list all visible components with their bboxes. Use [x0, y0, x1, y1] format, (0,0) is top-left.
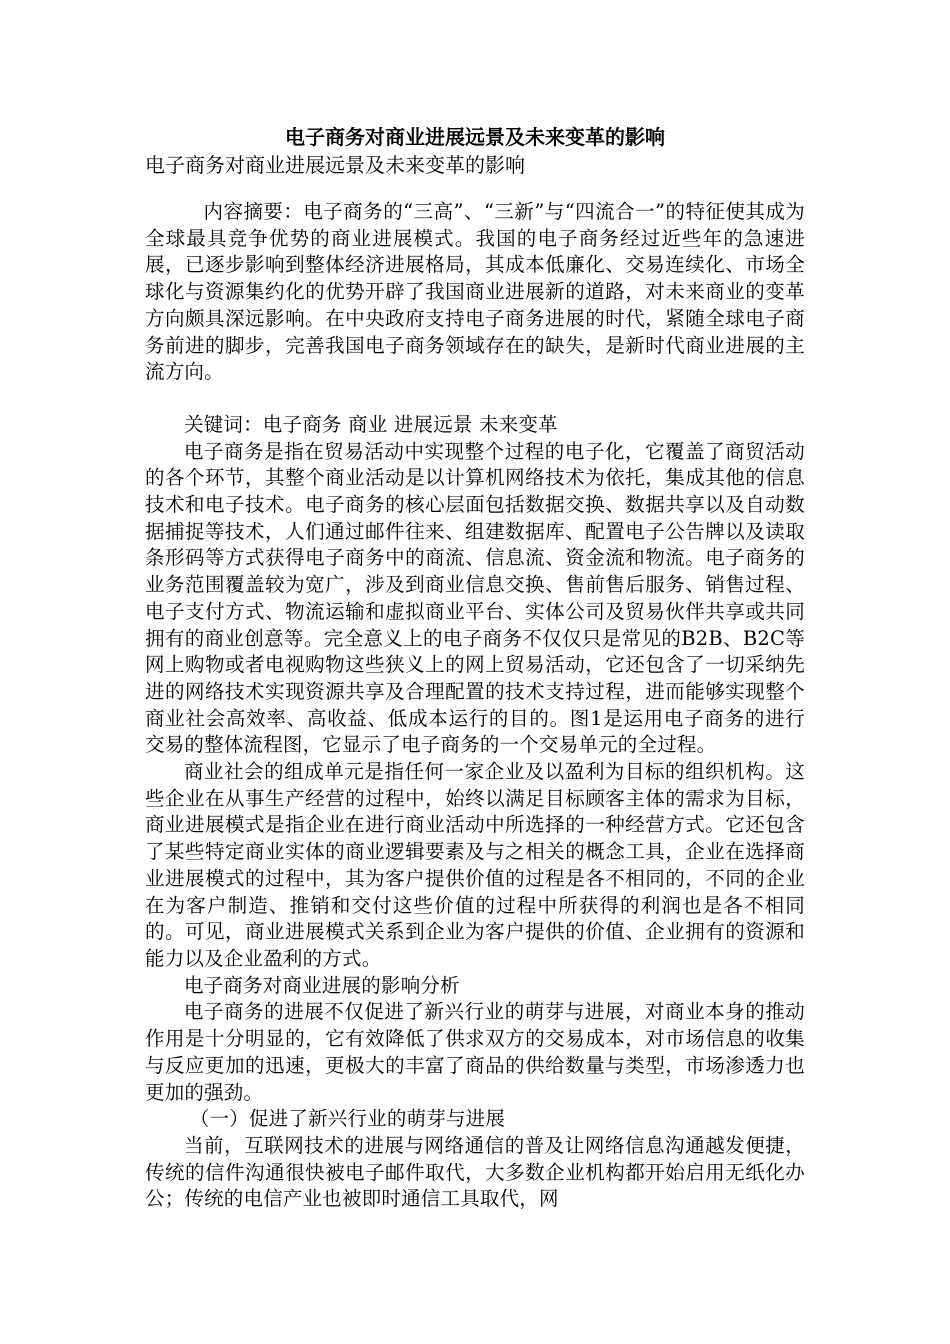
- subsection-heading: （一）促进了新兴行业的萌芽与进展: [189, 1107, 506, 1131]
- body-paragraph: 电子商务是指在贸易活动中实现整个过程的电子化，它覆盖了商贸活动的各个环节，其整个商业活动是以计算机网络技术为依托，集成其他的信息技术和电子技术。电子商务的核心层面包括数据交换、数据共享以及自动数据捕捉等技术，人们通过邮件往来、组建数据库、配置电子公告牌以及读取条形码等方式获得电子商务中的商流、信息流、资金流和物流。电子商务的业务范围覆盖较为宽广，涉及到商业信息交换、售前售后服务、销售过程、电子支付方式、物流运输和虚拟商业平台、实体公司及贸易伙伴共享或共同拥有的商业创意等。完全意义上的电子商务不仅仅只是常见的B2B、B2C等网上购物或者电视购物这些狭义上的网上贸易活动，它还包含了一切采纳先进的网络技术实现资源共享及合理配置的技术支持过程，进而能够实现整个商业社会高效率、高收益、低成本运行的目的。图1是运用电子商务的进行交易的整体流程图，它显示了电子商务的一个交易单元的全过程。: [145, 439, 805, 757]
- document-title: 电子商务对商业进展远景及未来变革的影响: [285, 125, 665, 149]
- body-paragraph: 当前，互联网技术的进展与网络通信的普及让网络信息沟通越发便捷，传统的信件沟通很快被电子邮件取代，大多数企业机构都开始启用无纸化办公；传统的电信产业也被即时通信工具取代，网: [145, 1133, 805, 1211]
- document-body: [145, 123, 805, 1213]
- body-paragraph: 电子商务的进展不仅促进了新兴行业的萌芽与进展，对商业本身的推动作用是十分明显的，它有效降低了供求双方的交易成本，对市场信息的收集与反应更加的迅速，更极大的丰富了商品的供给数量与类型，市场渗透力也更加的强劲。: [145, 1000, 805, 1104]
- section-heading: 电子商务对商业进展的影响分析: [184, 973, 460, 997]
- abstract-paragraph: 内容摘要：电子商务的“三高”、“三新”与“四流合一”的特征使其成为全球最具竞争优势的商业进展模式。我国的电子商务经过近些年的急速进展，已逐步影响到整体经济进展格局，其成本低廉化、交易连续化、市场全球化与资源集约化的优势开辟了我国商业进展新的道路，对未来商业的变革方向颇具深远影响。在中央政府支持电子商务进展的时代，紧随全球电子商务前进的脚步，完善我国电子商务领域存在的缺失，是新时代商业进展的主流方向。: [145, 200, 805, 384]
- document-subtitle: 电子商务对商业进展远景及未来变革的影响: [145, 153, 525, 177]
- body-paragraph: 商业社会的组成单元是指任何一家企业及以盈利为目标的组织机构。这些企业在从事生产经营的过程中，始终以满足目标顾客主体的需求为目标，商业进展模式是指企业在进行商业活动中所选择的一种经营方式。它还包含了某些特定商业实体的商业逻辑要素及与之相关的概念工具，企业在选择商业进展模式的过程中，其为客户提供价值的过程是各不相同的，不同的企业在为客户制造、推销和交付这些价值的过程中所获得的利润也是各不相同的。可见，商业进展模式关系到企业为客户提供的价值、企业拥有的资源和能力以及企业盈利的方式。: [145, 760, 805, 970]
- keywords-line: 关键词：电子商务 商业 进展远景 未来变革: [184, 412, 558, 436]
